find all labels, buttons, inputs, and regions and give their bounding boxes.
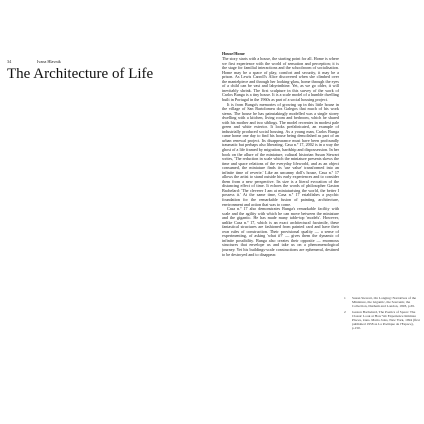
footnote-text: Gaston Bachelard, The Poetics of Space: The Classic Look at How We Experience Intimate Places, trans. Maria Jolas, New York, 1994 (first published 1958 as La Poétique de l'Espace), p.150. bbox=[352, 309, 420, 330]
page-number: 34 bbox=[7, 59, 12, 64]
footnote bbox=[344, 296, 420, 308]
body-paragraph: Casa n.º 17 also demonstrates Bunga's remarkable facility with scale and the agility with which he can move between the miniature and the gigantic. He has made many table-top 'models'. However, unlike Casa n.º 17, which is an exact architectural facsimile, these fantastical structures are fashioned from painted card and have their own rules of construction. Their provisional quality — a sense of experimenting, of asking 'what if?' — gives them the dynamic of infinite possibility. Bunga also creates their opposite — enormous structures that envelope us and take us on a phenomenological journey. Yet his buildings-scale constructions are ephemeral, destined to be destroyed and to disappear. bbox=[222, 206, 339, 257]
author-name: Ivana Hlavnik bbox=[37, 59, 61, 64]
footnote bbox=[344, 310, 420, 330]
footnote-text: Susan Stewart, On Longing: Narratives of the Miniature, the Gigantic, the Souvenir, the Collection, Durham and London, 1993, p.65. bbox=[352, 296, 417, 309]
body-paragraph: The story starts with a house, the starting point for all. Home is where we first experience with the world of sensation and perception; it is the stage for familial interactions and the schoolroom of socialisation. Home may be a space of play, comfort and security, it may be a prison. As Lewis Carroll's Alice discovered when she climbed over the mantelpiece and through her looking-glass, home through the eyes of a child can be vast and labyrinthine. Yet, as we go older, it will inevitably shrink. The first sculpture in this survey of the work of Carlos Bunga is a tiny house. It is a scale model of a humble dwelling built in Portugal in the 1960s as part of a social housing project. bbox=[222, 56, 339, 102]
body-paragraph: It is from Bunga's memories of growing up in this little house in the village of San Bartolomeu dos Galegos that much of his work stems. The house he has painstakingly modelled was a single storey dwelling with a kitchen, living room and bedroom, which he shared with his mother and two siblings. The model recreates in modest pale green and white exterior. It looks prefabricated, an example of industrially produced social housing. As a young man, Carlos Bunga came home one day to find his house being demolished as part of an urban renewal project. Its disappearance must have been profoundly traumatic but perhaps also liberating. Casa n.º 17, 2002 is in a way the ghost of a life framed by migration, hardship and dispossession. In her book on the allure of the miniature, cultural historian Susan Stewart writes, 'The reduction in scale which the miniature presents skews the time and space relations of the everyday lifeworld, and as an object consumed, the miniature finds its 'use value' transformed into an infinite time of reverie.' Like an uncanny doll's house, Casa n.º 17 allows the artist to stand outside his early experiences and to consider them from a new perspective. Its size is a literal evocation of the distancing effect of time. It echoes the words of philosopher Gaston Bachelard: 'The cleverer I am at miniaturising the world, the better I possess it.' At the same time, Casa n.º 17 establishes a psychic foundation for the remarkable fusion of painting, architecture, environment and action that was to come. bbox=[222, 101, 339, 207]
body-text-column bbox=[222, 52, 339, 410]
section-heading: House/Home bbox=[222, 52, 245, 56]
footnotes-column bbox=[344, 296, 420, 331]
article-title: The Architecture of Life bbox=[7, 66, 154, 82]
footnote-number: 2 bbox=[344, 309, 346, 314]
footnote-number: 1 bbox=[344, 296, 346, 300]
